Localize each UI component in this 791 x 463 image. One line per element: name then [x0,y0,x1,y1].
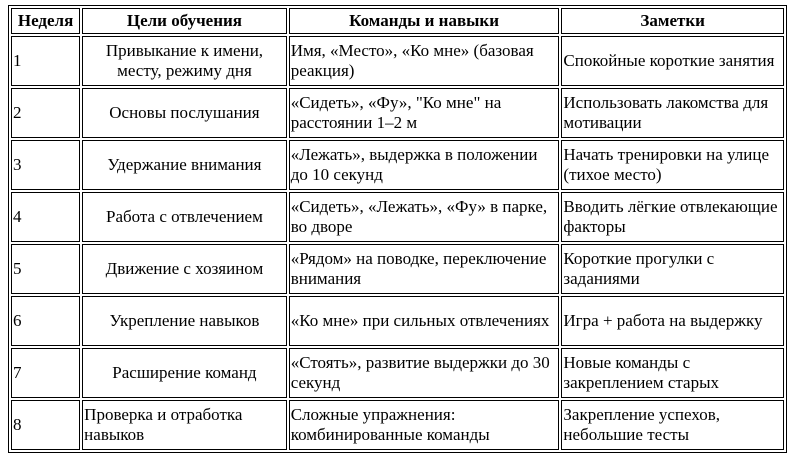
cell-notes: Закрепление успехов, небольшие тесты [561,400,784,450]
table-header [11,8,784,34]
cell-goal: Проверка и отработка навыков [82,400,287,450]
cell-goal: Удержание внимания [82,140,287,190]
cell-week: 5 [11,244,80,294]
cell-notes: Вводить лёгкие отвлекающие факторы [561,192,784,242]
header-row [11,8,784,34]
cell-commands: «Стоять», развитие выдержки до 30 секунд [289,348,560,398]
table-row [11,244,784,294]
cell-notes: Игра + работа на выдержку [561,296,784,346]
table-row [11,400,784,450]
cell-goal: Работа с отвлечением [82,192,287,242]
cell-notes: Новые команды с закреплением старых [561,348,784,398]
cell-week: 1 [11,36,80,86]
table-body [11,36,784,450]
training-plan-table [8,5,787,453]
header-notes: Заметки [561,8,784,34]
cell-commands: Имя, «Место», «Ко мне» (базовая реакция) [289,36,560,86]
cell-week: 8 [11,400,80,450]
header-week: Неделя [11,8,80,34]
cell-goal: Основы послушания [82,88,287,138]
table-row [11,36,784,86]
cell-week: 3 [11,140,80,190]
cell-goal: Движение с хозяином [82,244,287,294]
cell-notes: Короткие прогулки с заданиями [561,244,784,294]
table-row [11,88,784,138]
cell-commands: Сложные упражнения: комбинированные команды [289,400,560,450]
cell-notes: Спокойные короткие занятия [561,36,784,86]
table-row [11,296,784,346]
cell-goal: Привыкание к имени, месту, режиму дня [82,36,287,86]
table-row [11,348,784,398]
cell-week: 7 [11,348,80,398]
cell-commands: «Сидеть», «Фу», "Ко мне" на расстоянии 1–2 м [289,88,560,138]
cell-commands: «Ко мне» при сильных отвлечениях [289,296,560,346]
header-commands: Команды и навыки [289,8,560,34]
cell-commands: «Лежать», выдержка в положении до 10 секунд [289,140,560,190]
cell-week: 6 [11,296,80,346]
cell-week: 2 [11,88,80,138]
header-goals: Цели обучения [82,8,287,34]
cell-commands: «Сидеть», «Лежать», «Фу» в парке, во дворе [289,192,560,242]
table-row [11,192,784,242]
cell-commands: «Рядом» на поводке, переключение внимания [289,244,560,294]
cell-notes: Использовать лакомства для мотивации [561,88,784,138]
cell-goal: Расширение команд [82,348,287,398]
cell-week: 4 [11,192,80,242]
cell-goal: Укрепление навыков [82,296,287,346]
table-row [11,140,784,190]
cell-notes: Начать тренировки на улице (тихое место) [561,140,784,190]
